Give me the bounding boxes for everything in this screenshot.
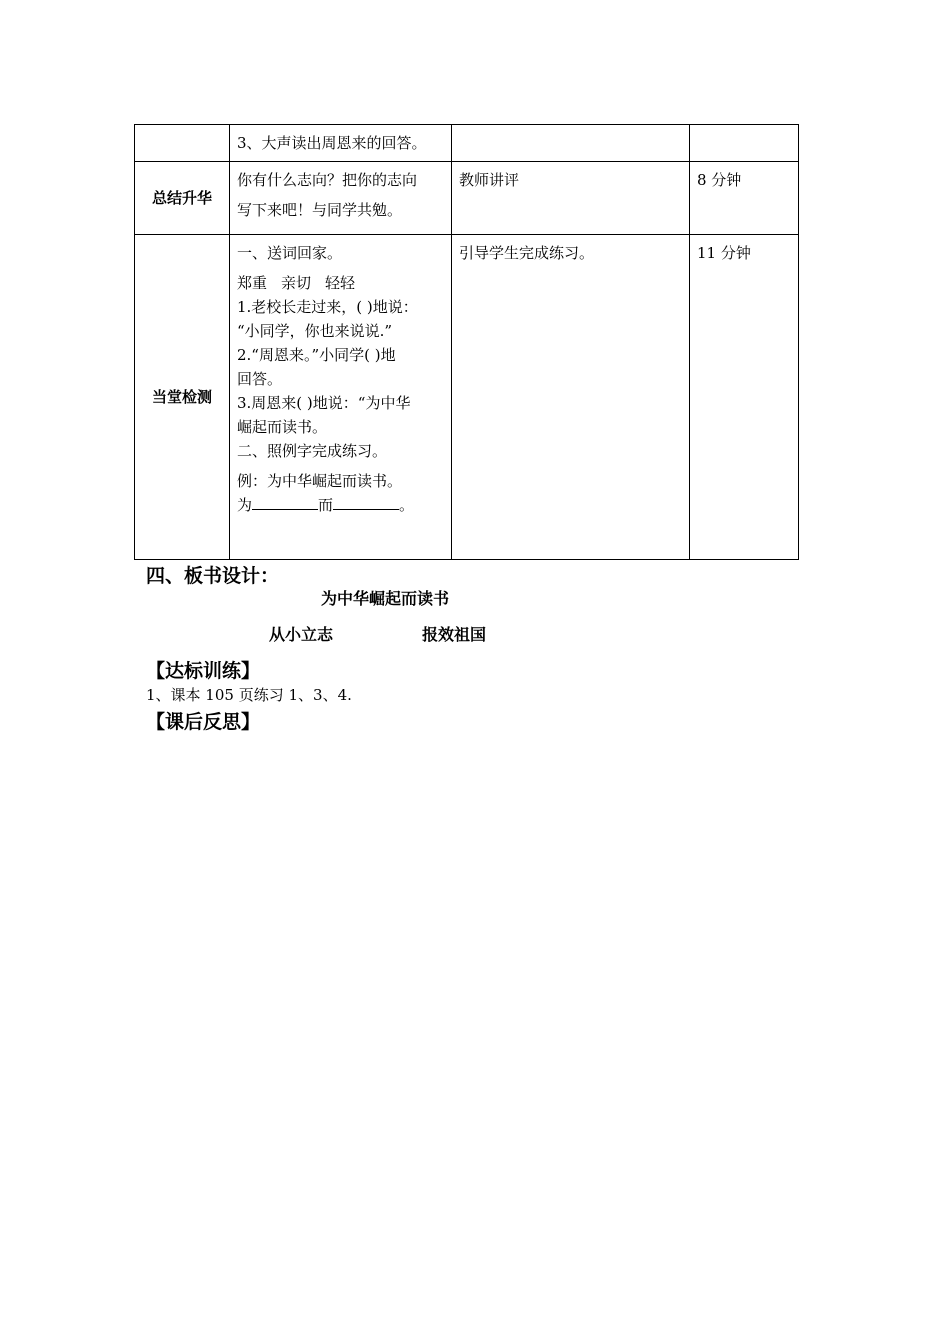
table-row [135, 125, 799, 162]
word-bank [237, 271, 444, 295]
content-cell [230, 162, 452, 235]
board-design-heading: 四、板书设计： [146, 565, 280, 587]
content-cell [230, 125, 452, 162]
content-line: 你有什么志向？把你的志向 [237, 171, 418, 189]
time-cell: 8 分钟 [690, 162, 799, 235]
word: 郑重 [237, 274, 268, 292]
blank-underline [252, 495, 318, 510]
time-cell: 11 分钟 [690, 235, 799, 560]
content-line: 3、大声读出周恩来的回答。 [237, 134, 427, 152]
content-line: 写下来吧！与同学共勉。 [237, 201, 403, 219]
stage-cell [135, 125, 230, 162]
content-line: 二、照例字完成练习。 [237, 442, 388, 460]
stage-cell: 当堂检测 [135, 235, 230, 560]
method-cell [452, 125, 690, 162]
fill-text: 为 [237, 496, 253, 514]
practice-heading: 【达标训练】 [146, 660, 261, 682]
fill-blank-line [237, 493, 444, 517]
board-right-phrase: 报效祖国 [422, 625, 487, 644]
content-line: 回答。 [237, 370, 283, 388]
word: 轻轻 [325, 274, 356, 292]
blank-underline [333, 495, 399, 510]
content-line: 崛起而读书。 [237, 418, 328, 436]
table-row [135, 162, 799, 235]
board-title: 为中华崛起而读书 [321, 589, 450, 608]
method-cell: 引导学生完成练习。 [452, 235, 690, 560]
content-line: 例：为中华崛起而读书。 [237, 472, 403, 490]
content-line: 3.周恩来( )地说：“为中华 [237, 394, 411, 412]
table-row [135, 235, 799, 560]
reflection-heading: 【课后反思】 [146, 711, 261, 733]
content-cell [230, 235, 452, 560]
method-cell: 教师讲评 [452, 162, 690, 235]
practice-item: 1、课本 105 页练习 1、3、4. [146, 686, 352, 704]
content-line: 2.“周恩来。”小同学( )地 [237, 346, 396, 364]
time-cell [690, 125, 799, 162]
word: 亲切 [281, 274, 312, 292]
fill-text: 。 [399, 496, 415, 514]
content-line: 1.老校长走过来，( )地说： [237, 298, 418, 316]
content-line: “小同学，你也来说说.” [237, 322, 393, 340]
board-left-phrase: 从小立志 [269, 625, 334, 644]
lesson-plan-table [134, 124, 799, 560]
fill-text: 而 [318, 496, 334, 514]
stage-cell: 总结升华 [135, 162, 230, 235]
content-line: 一、送词回家。 [237, 244, 343, 262]
